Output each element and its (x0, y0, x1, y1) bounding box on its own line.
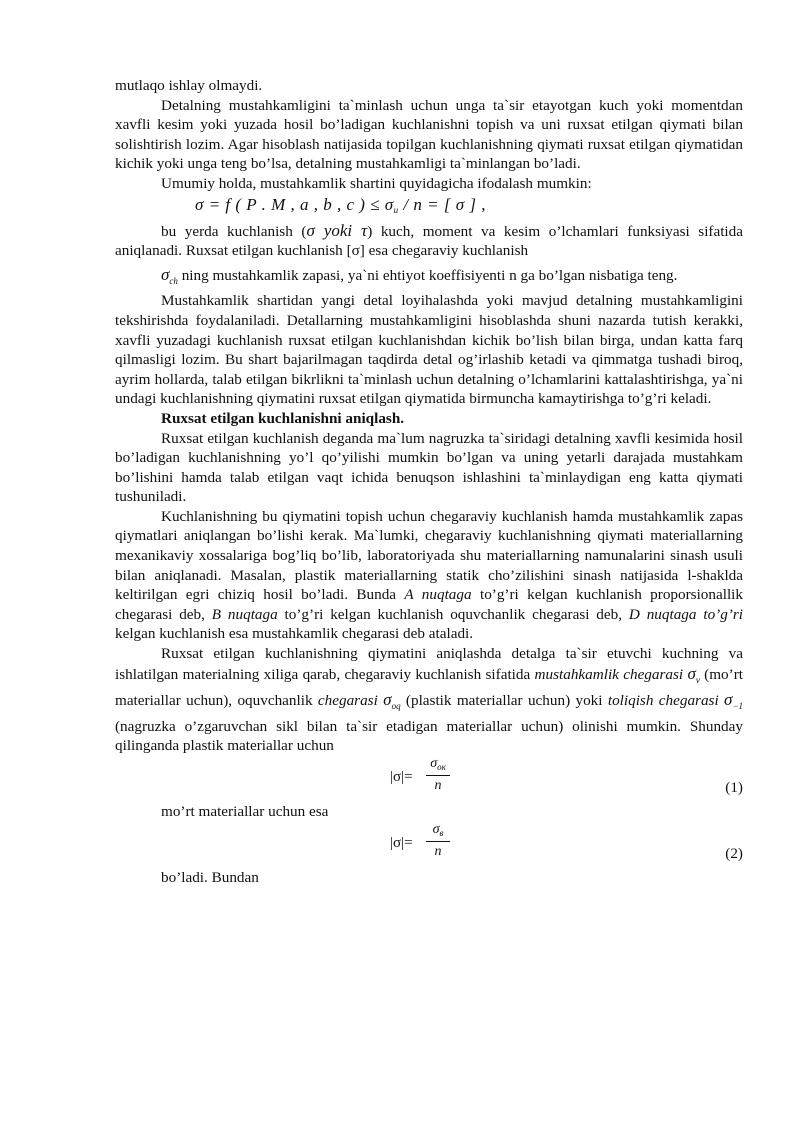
eq2-fraction (426, 822, 450, 862)
eq2-denominator: n (434, 843, 442, 859)
sigma-v-subscript: v (695, 674, 700, 685)
p8-text-b: (mo’rt materiallar uchun), oquvchanlik (115, 665, 743, 710)
paragraph-limit-stress (115, 507, 743, 644)
sigma-minus1-subscript: −1 (732, 701, 744, 712)
eq1-fraction (426, 756, 450, 796)
paragraph-stress-definition (115, 221, 743, 261)
equation-1 (115, 756, 743, 802)
sigma-or-tau-symbol: σ yoki τ (306, 220, 368, 240)
eq1-denominator: n (434, 778, 442, 793)
sigma-oq-symbol: σ (383, 690, 392, 710)
strength-condition-formula (195, 195, 743, 221)
paragraph-design-check: Mustahkamlik shartidan yangi detal loyihalashda yoki mavjud detalning mustahkamligini tekshirishda foydalaniladi. Detallarning mustahkamligini hisoblashda shuni nazarda tutish kerakki, xavfli yuzadagi kuchlanish ruxsat etilgan kuchlanishdan kichik bo’lish bilan birga, undan katta farq qilmasligi lozim. Bu shart bajarilmagan taqdirda detal og’irlashib ketadi va qimmatga tushadi biroq, ayrim hollarda, talab etilgan bikrlikni ta`minlash uchun detalning o’lchamlarini kattalashtirishga, ya`ni undagi kuchlanishning qiymatini ruxsat etilgan qiymatida birmuncha kamaytirishga to’g’ri keladi. (115, 292, 743, 408)
paragraph-limit-choice (115, 644, 743, 756)
point-d-label: D nuqtaga to’g’ri (628, 605, 743, 623)
equation-2 (115, 822, 743, 868)
sigma-v-symbol: σ (687, 663, 696, 683)
paragraph-condition-lead: Umumiy holda, mustahkamlik shartini quyidagicha ifodalash mumkin: (161, 174, 592, 192)
formula-main-tail: / n = [ σ ] , (398, 194, 486, 214)
p8-text-d: (nagruzka o’zgaruvchan sikl bilan ta`sir etadigan materiallar uchun) olinishi mumkin. Shunday qilinganda plastik materiallar uchun (115, 717, 743, 755)
paragraph-strength-intro: Detalning mustahkamligini ta`minlash uchun unga ta`sir etayotgan kuch yoki momentdan xavfli kesim yoki yuzada hosil bo’ladigan kuchlanishni topish va uni ruxsat etilgan qiymati bilan solishtirish lozim. Agar hisoblash natijasida topilgan kuchlanishning qiymati ruxsat etilgan qiymatidan kichik yoki unga teng bo’lsa, detalning mustahkamligi ta`minlangan bo’ladi. (115, 96, 743, 173)
formula-main-body: σ = f ( P . M , a , b , c ) ≤ σ (195, 194, 394, 214)
p8-text-c: (plastik materiallar uchun) yoki (400, 692, 608, 710)
formula-main-subscript: u (393, 204, 399, 215)
sigma-ch-symbol: σ (161, 264, 170, 284)
p7-text-c: to’g’ri kelgan kuchlanish oquvchanlik chegarasi deb, (277, 605, 629, 623)
eq2-lhs: |σ|= (390, 834, 413, 851)
p4-text: ning mustahkamlik zapasi, ya`ni ehtiyot koeffisiyenti n ga bo’lgan nisbatiga teng. (177, 266, 678, 284)
document-page (115, 76, 743, 887)
paragraph-safety-factor (115, 265, 743, 292)
strength-limit-label: mustahkamlik chegarasi (534, 665, 684, 683)
point-b-label: B nuqtaga (211, 605, 278, 623)
eq2-numerator-sub: в (439, 827, 444, 838)
section-heading: Ruxsat etilgan kuchlanishni aniqlash. (161, 409, 405, 427)
eq1-number: (1) (725, 779, 743, 796)
eq2-number: (2) (725, 844, 743, 862)
p3-text-a: bu yerda kuchlanish ( (161, 222, 307, 240)
paragraph-continuation: mutlaqo ishlay olmaydi. (115, 77, 263, 94)
p8-text-a: Ruxsat etilgan kuchlanishning qiymatini aniqlashda detalga ta`sir etuvchi kuchning va ishlatilgan materialning xiligа qarab, chegaraviy kuchlanish sifatida (115, 645, 743, 683)
p7-text-d: kelgan kuchlanish esa mustahkamlik chegarasi deb ataladi. (115, 625, 474, 643)
p7-text-a: Kuchlanishning bu qiymatini topish uchun chegaraviy kuchlanish hamda mustahkamlik zapas qiymatlari aniqlangan bo’lishi kerak. Ma`lumki, chegaraviy kuchlanishning qiymati materiallarning mexanikaviy xossalariga bog’liq bo’lib, laboratoriyada shu materiallarning namunalarini sinash usuli bilan aniqlanadi. Masalan, plastik materiallarning statik cho’zilishini sinash natijasida l-shaklda keltirilgan egri chiziq hosil bo’ladi. Bunda (115, 507, 743, 604)
eq2-numerator: σ (432, 821, 440, 837)
sigma-oq-subscript: oq (391, 701, 401, 712)
p7-text-b: to’g’ri kelgan kuchlanish proporsionallik chegarasi deb, (115, 586, 743, 623)
eq1-numerator-sub: ок (437, 762, 446, 772)
paragraph-brittle-lead: mo’rt materiallar uchun esa (161, 803, 329, 820)
eq1-numerator: σ (430, 756, 438, 771)
yield-limit-label: chegarasi (317, 692, 378, 710)
sigma-minus1-symbol: σ (724, 690, 733, 710)
eq1-lhs: |σ|= (390, 769, 413, 785)
fatigue-limit-label: toliqish chegarasi (607, 692, 719, 710)
allowable-stress-symbol: [σ] (346, 242, 365, 260)
p3-text-b: ) kuch, moment va kesim o’lchamlari funksiyasi sifatida aniqlanadi. Ruxsat etilgan kuchlanish (115, 222, 743, 260)
point-a-label: A nuqtaga (404, 586, 472, 604)
p3-text-c: esa chegaraviy kuchlanish (364, 242, 529, 260)
sigma-ch-subscript: ch (169, 275, 178, 286)
paragraph-allowable-definition: Ruxsat etilgan kuchlanish deganda ma`lum nagruzka ta`siridagi detalning xavfli kesimida hosil bo’ladigan kuchlanishning yo’l qo’yilishi mumkin bo’lgan va uning yetarli darajada mustahkam bo’lishini hamda talab etilgan vaqt ichida benuqson ishlashini ta`minlaydigan eng katta qiymati tushuniladi. (115, 429, 743, 506)
paragraph-closing: bo’ladi. Bundan (161, 868, 259, 886)
